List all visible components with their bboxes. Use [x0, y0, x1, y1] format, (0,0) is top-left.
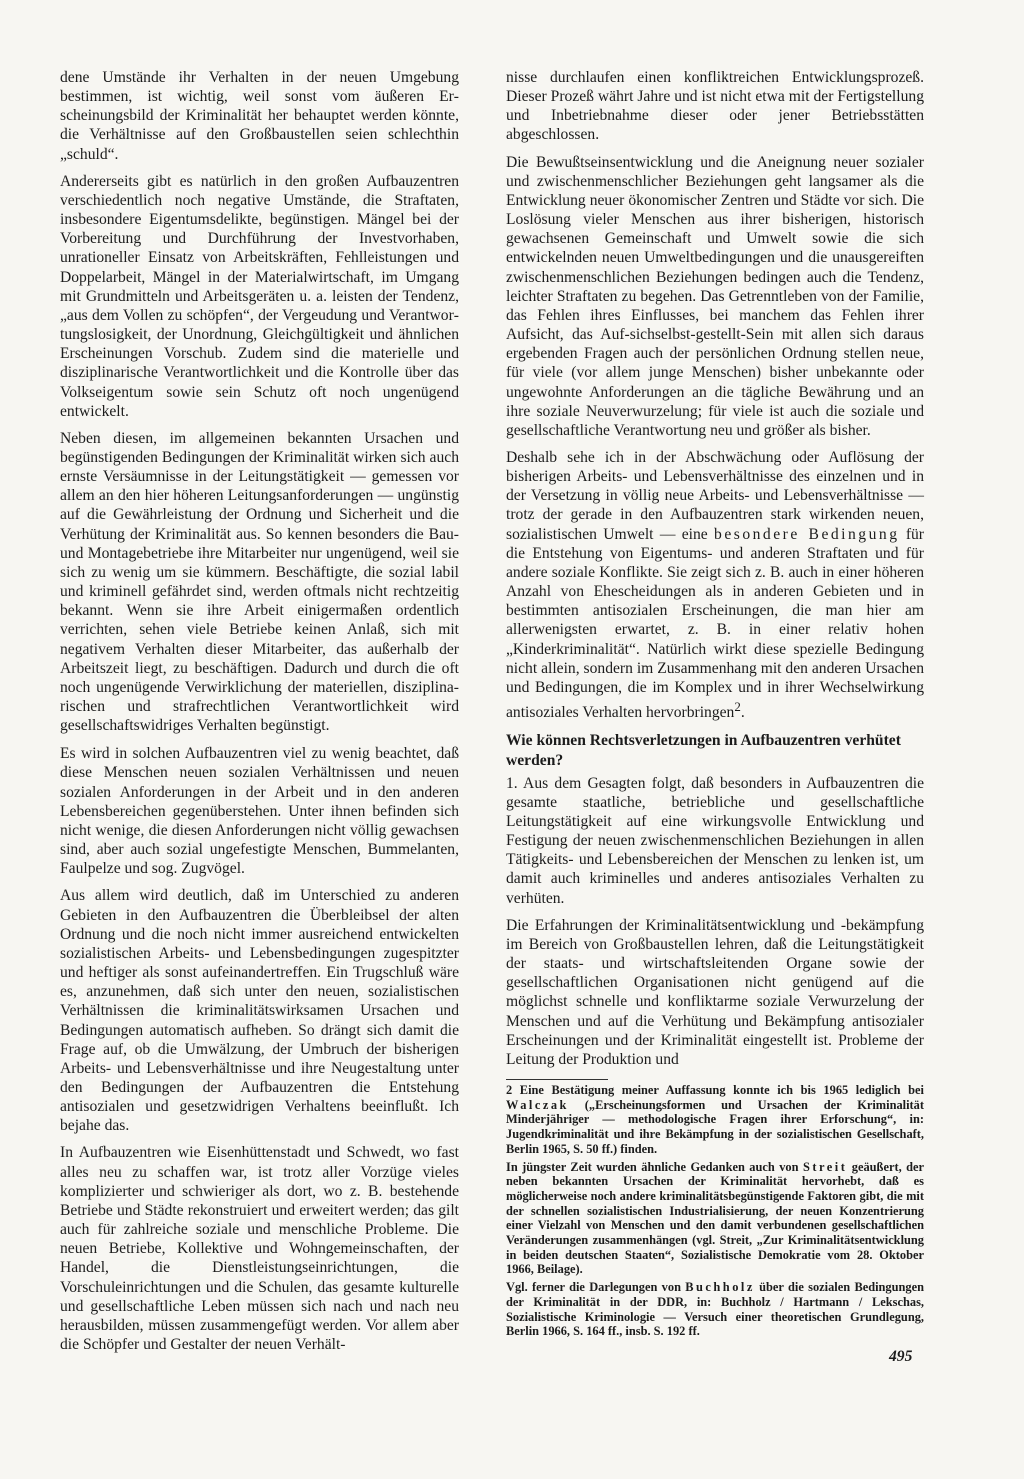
paragraph: nisse durchlaufen einen konfliktreichen Entwicklungsprozeß. Dieser Prozeß währt Jahre und ist nicht etwa mit der Fertigstellung und Inbetriebnahme dieser oder jener Betriebsstätten abgeschlossen.: [506, 69, 924, 144]
footnote: [506, 1160, 924, 1278]
paragraph: Die Erfahrungen der Kriminalitätsentwicklung und -bekämpfung im Bereich von Großbaustellen lehren, daß die Leitungstätigkeit der staats- und wirtschaftsleitenden Organe sowie der gesellschaftlichen Organisationen nicht genügend auf die möglichst schnelle und konfliktarme soziale Verwurzelung der Menschen und auf die Verhütung und Bekämpfung antisozialer Erscheinungen und der Kriminalität eingestellt ist. Probleme der Leitung der Produktion und: [506, 916, 924, 1068]
paragraph: 1. Aus dem Gesagten folgt, daß besonders in Aufbauzentren die gesamte staatliche, betriebliche und gesellschaftliche Leitungstätigkeit auf eine wirkungsvolle Entwicklung und Festigung der neuen zwischenmenschlichen Beziehungen in allen Tätigkeits- und Lebensbereichen der Menschen zu lenken ist, um damit auch kriminelles und anderes antisoziales Verhalten zu verhüten.: [506, 774, 924, 907]
paragraph: Es wird in solchen Aufbauzentren viel zu wenig beachtet, daß diese Menschen neuen sozialen Verhältnissen und neuen sozialen Anforderungen in der Arbeit und in den anderen Lebensbereichen gegenüberstehen. Unter ihnen befinden sich nicht wenige, die diesen Anforderungen nicht völlig gewachsen sind, aber auch sozial ungefestigte Menschen, Bummelanten, Faulpelze und sog. Zugvögel.: [60, 745, 459, 878]
paragraph: Neben diesen, im allgemeinen bekannten Ursachen und begünstigenden Bedingungen der Kriminalität wirken sich auch ernste Versäumnisse in der Leitungstätigkeit — gemessen vor allem an den hier höheren Leitungsanforderungen — ungünstig auf die Gewährleistung der Ordnung und Sicherheit und die Verhütung der Kriminalität aus. So kennen besonders die Bau- und Montagebetriebe ihre Mitarbeiter nur ungenügend, weil sie sich zu wenig um sie kümmern. Beschäftigte, die sozial labil und kriminell gefährdet sind, werden oftmals nicht rechtzeitig bekannt. Wenn sie ihre Arbeit einigermaßen ordentlich verrichten, sehen viele Betriebe keinen Anlaß, sich mit negativem Verhalten dieser Mitarbeiter, das außerhalb der Arbeitszeit liegt, zu beschäftigen. Dadurch und durch die oft noch ungenügende Verwirklichung der materiellen, disziplinarischen und strafrechtlichen Verantwortlichkeit wird gesellschaftswidriges Verhalten begünstigt.: [60, 429, 459, 735]
left-column: [60, 68, 459, 1362]
footnote-text: geäußert, der neben bekannten Ursachen der Kriminalität hervorhebt, daß es möglicherweise noch andere kriminalitätsbegünstigende Faktoren gibt, die mit der schnellen sozialistischen Industrialisierung, der neuen Konzentrierung einer Vielzahl von Menschen und den damit verbundenen gesellschaftlichen Veränderungen zusammenhängen (vgl. Streit, „Zur Kriminalitätsentwicklung in beiden deutschen Staaten“, Sozialistische Demokratie vom 28. Oktober 1966, Beilage).: [506, 1159, 924, 1277]
paragraph: dene Umstände ihr Verhalten in der neuen Umgebung bestimmen, ist wichtig, weil sonst vom äußeren Erscheinungsbild der Kriminalität her behauptet werden könnte, die Verhältnisse auf den Großbaustellen seien schlechthin „schuld“.: [60, 69, 459, 163]
footnote: [506, 1280, 924, 1339]
footnote-text: 2 Eine Bestätigung meiner Auffassung konnte ich bis 1965 lediglich bei: [506, 1083, 924, 1097]
paragraph: Die Bewußtseinsentwicklung und die Aneignung neuer sozialer und zwischenmenschlicher Beziehungen geht langsamer als die Entwicklung neuer ökonomischer Zentren und Städte vor sich. Die Loslösung vieler Menschen aus ihrer bisherigen, historisch gewachsenen Gemeinschaft und Umwelt sowie die sich entwickelnden neuen Umweltbedingungen und die unausgereiften zwischenmenschlichen Beziehungen bedingen auch die Tendenz, leichter Straftaten zu begehen. Das Getrenntleben von der Familie, das Fehlen ihres Einflusses, bei manchem das Fehlen ihrer Aufsicht, das Auf-sichselbst-gestellt-Sein mit allen sich daraus ergebenden Fragen auch der persönlichen Ordnung stellen neue, für viele (vor allem junge Menschen) bisher unbekannte oder ungewohnte Anforderungen an die tägliche Bewährung und an ihre soziale Neuverwurzelung; für viele ist auch die soziale und gesellschaftliche Verantwortung neu und größer als bisher.: [506, 153, 924, 439]
section-heading: Wie können Rechtsverletzungen in Aufbauzentren verhütet werden?: [506, 732, 901, 769]
footnote-reference: 2: [734, 699, 741, 714]
emphasized-author: Buchholz: [685, 1280, 755, 1295]
footnote: [506, 1083, 924, 1157]
footnote-divider: [506, 1079, 608, 1080]
page-number: 495: [889, 1348, 913, 1365]
footnote-text: Vgl. ferner die Darlegungen von: [506, 1280, 686, 1295]
footnote-text: über die sozialen Bedingungen der Kriminalität in der DDR, in: Buchholz / Hartmann / Lekschas, Sozialistische Kriminologie — Versuch einer theoretischen Grundlegung, Berlin 1966, S. 164 ff., insb. S. 192 ff.: [506, 1280, 924, 1339]
footnote-text: In jüngster Zeit wurden ähnliche Gedanken auch von: [506, 1159, 803, 1174]
paragraph: [506, 448, 924, 722]
paragraph-text: .: [740, 704, 745, 722]
paragraph: Aus allem wird deutlich, daß im Unterschied zu anderen Gebieten in den Aufbauzentren die Überbleibsel der alten Ordnung und die noch nicht immer ausreichend entwickelten sozialistischen Arbeits- und Lebensbedingungen zugespitzter und heftiger als sonst aufeinandertreffen. Ein Trugschluß wäre es, anzunehmen, daß sich unter den neuen, sozialistischen Verhältnissen die kriminalitätswirksamen Ursachen und Bedingungen automatisch aufheben. So drängt sich damit die Frage auf, ob die Umwälzung, der Umbruch der bisherigen Arbeits- und Lebensverhältnisse und ihre Neugestaltung unter den Bedingungen der Aufbauzentren die Entstehung antisozialen und gesetzwidrigen Verhaltens beeinflußt. Ich bejahe das.: [60, 887, 459, 1135]
emphasized-term: besondere Bedingung: [714, 525, 900, 543]
paragraph: Andererseits gibt es natürlich in den großen Aufbauzentren verschiedentlich noch negative Umstände, die Straftaten, insbesondere Eigentumsdelikte, begünstigen. Mängel bei der Vorbereitung und Durchführung der Investvorhaben, unrationeller Einsatz von Arbeitskräften, Fehlleistungen und Doppelarbeit, Mängel in der Materialwirtschaft, im Umgang mit Grundmitteln und Arbeitsgeräten u. a. leisten der Tendenz, „aus dem Vollen zu schöpfen“, der Vergeudung und Verantwortungslosigkeit, der Unordnung, Gleichgültigkeit und ähnlichen Erscheinungen Vorschub. Zudem sind die materielle und disziplinarische Verantwortlichkeit und die Kontrolle über das Volkseigentum sowie sein Schutz oft noch ungenügend entwickelt.: [60, 172, 459, 420]
footnote-text: („Erscheinungsformen und Ursachen der Kriminalität Minderjähriger — methodologische Fragen ihrer Erforschung“, in: Jugendkriminalität und ihre Bekämpfung in der sozialistischen Gesellschaft, Berlin 1965, S. 50 ff.) finden.: [506, 1097, 924, 1156]
footnotes: [506, 1083, 924, 1339]
emphasized-author: Walczak: [506, 1097, 569, 1112]
paragraph-text: Deshalb sehe ich in der Abschwächung oder Auflösung der bisherigen Arbeits- und Lebensverhältnisse des einzelnen und in der Versetzung in völlig neue Arbeits- und Lebensverhältnisse — trotz der gerade in den Aufbauzentren stark wirkenden neuen, sozialistischen Umwelt — eine: [506, 448, 924, 543]
paragraph-text: für die Entstehung von Eigentums- und anderen Straftaten und für andere soziale Konflikte. Sie zeigt sich z. B. auch in einer höheren Anzahl von Ehescheidungen als in anderen Gebieten und in bestimmten antisozialen Erscheinungen, die man hier am allerwenigsten erwartet, z. B. in einer relativ hohen „Kinderkriminalität“. Natürlich wirkt diese spezielle Bedingung nicht allein, sondern im Zusammenhang mit den anderen Ursachen und Bedingungen, die im Komplex und in ihrer Wechselwirkung antisoziales Verhalten hervorbringen: [506, 525, 925, 722]
right-column: [506, 68, 924, 1342]
emphasized-author: Streit: [802, 1159, 848, 1174]
paragraph: In Aufbauzentren wie Eisenhüttenstadt und Schwedt, wo fast alles neu zu schaffen war, ist trotz aller Vorzüge vieles komplizierter und schwieriger als dort, wo z. B. bestehende Betriebe und Städte rekonstruiert und erweitert werden; das gilt auch für zahlreiche soziale und menschliche Probleme. Die neuen Betriebe, Kollektive und Wohngemeinschaften, der Handel, die Dienstleistungseinrichtungen, die Vorschuleinrichtungen und die Schulen, das gesamte kulturelle und gesellschaftliche Leben müssen sich nach und nach neu herausbilden, müssen zusammengefügt werden. Vor allem aber die Schöpfer und Gestalter der neuen Verhält-: [60, 1144, 459, 1353]
